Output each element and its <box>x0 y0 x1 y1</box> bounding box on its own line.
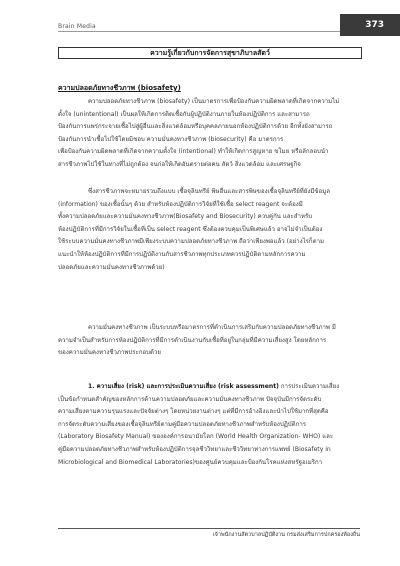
paragraph-line: แนะนำให้ห้องปฏิบัติการที่มีการปฏิบัติงานกับสารชีวภาพทุกประเภทควรปฏิบัติตามหลักการความ <box>58 250 306 258</box>
paragraph-4 <box>58 381 361 469</box>
paragraph-line: เป็นข้อกำหนดสำคัญของหลักการด้านความปลอดภัยและความมั่นคงทางชีวภาพ ปัจจุบันมีการจัดระดับ <box>58 395 322 403</box>
paragraph-line: ความมั่นคงทางชีวภาพ เป็นระบบหรือมาตรการที่ดำเนินการเสริมกับความปลอดภัยทางชีวภาพ มี <box>88 324 336 331</box>
footer-text: เจ้าพนักงานสัตวบาลปฏิบัติงาน กรมส่งเสริมการปกครองท้องถิ่น <box>212 532 360 538</box>
section-title: ความรู้เกี่ยวกับการจัดการสุขาภิบาลสัตว์ <box>58 47 362 59</box>
paragraph-line: ความจำเป็นสำหรับการห้องปฏิบัติการที่มีการดำเนินงานกับเชื้อที่อยู่ในกลุ่มที่มีความเสี่ยงสูง โดยหลักการ <box>58 336 327 344</box>
risk-heading: 1. ความเสี่ยง (risk) และการประเมินความเสี่ยง (risk assessment) <box>88 383 279 390</box>
paragraph-line <box>58 381 361 394</box>
paragraph-line: (information) ของเชื้อนั้นๆ ด้วย สำหรับห้องปฏิบัติการวิจัยที่ใช้เชื้อ select reagent จะต้องมี <box>58 200 303 208</box>
paragraph-line: ความเสี่ยงตามความรุนแรงและปัจจัยต่างๆ โดยหน่วยงานต่างๆ แต่ที่มีการอ้างอิงและนำไปใช้มากที่สุดคือ <box>58 408 329 416</box>
subsection-title: ความปลอดภัยทางชีวภาพ (biosafety) <box>58 84 181 92</box>
paragraph-line: Microbiological and Biomedical Laboratories)ของศูนย์ควบคุมและป้องกันโรคแห่งสหรัฐอเมริกา <box>58 458 323 466</box>
paragraph-line: สารชีวภาพไปใช้ในทางที่ไม่ถูกต้อง จนก่อให้เกิดอันตรายต่อคน สัตว์ สิ่งแวดล้อม และเศรษฐกิจ <box>58 160 301 168</box>
paragraph-2 <box>58 186 361 274</box>
paragraph-line: (Laboratory Biosafety Manual) ขององค์การอนามัยโลก (World Health Organization- WHO) และ <box>58 433 334 441</box>
paragraph-line: ของความมั่นคงทางชีวภาพประกอบด้วย <box>58 349 161 357</box>
paragraph-line: ป้องกันการแพร่กระจายเชื้อไปสู่ผู้อื่นและสิ่งแวดล้อมหรือบุคคลภายนอกห้องปฏิบัติการด้วย อีกทั้งยังสามารถ <box>58 123 333 131</box>
paragraph-line: ห้องปฏิบัติการที่มีการวิจัยในเชื้อที่เป็น select reagent ซึ่งต้องควบคุมเป็นพิเศษแล้ว อาจไม่จำเป็นต้อง <box>58 225 323 233</box>
paragraph-line: ทั้งความปลอดภัยและความมั่นคงทางชีวภาพ(Biosafety and Biosecurity) ควบคู่กัน และสำหรับ <box>58 213 313 221</box>
paragraph-1 <box>58 96 361 172</box>
paragraph-line: ป้องกันการนำเชื้อไปใช้โดยมิชอบ ความมั่นคงทางชีวภาพ (biosecurity) คือ มาตรการ <box>58 135 284 143</box>
paragraph-line: ใช้ระบบความมั่นคงทางชีวภาพมีเพียงระบบความปลอดภัยทางชีวภาพ ถือว่าเพียงพอแล้ว (อย่างไรก็ตาม <box>58 238 325 246</box>
paragraph-line: ตั้งใจ (unintentional) เป็นผลให้เกิดการติดเชื้อกับผู้ปฏิบัติงานภายในห้องปฏิบัติการ และสามารถ <box>58 110 310 118</box>
paragraph-line: ความปลอดภัยทางชีวภาพ (biosafety) เป็นมาตรการเพื่อป้องกันความผิดพลาดที่เกิดจากความไม่ <box>88 98 340 105</box>
footer-divider <box>58 528 360 529</box>
header-brand: Brain Media <box>58 23 96 30</box>
risk-heading-continuation: การประเมินความเสี่ยง <box>278 383 340 390</box>
paragraph-line: เพื่อป้องกันความผิดพลาดที่เกิดจากความตั้งใจ (intentional) ทำให้เกิดการสูญหาย ขโมย หรือลักลอบนำ <box>58 148 329 156</box>
paragraph-3 <box>58 322 361 360</box>
paragraph-line: การจัดระดับความเสี่ยงของเชื้อจุลินทรีย์ตามคู่มือความปลอดภัยทางชีวภาพสำหรับห้องปฏิบัติการ <box>58 420 307 428</box>
paragraph-line: ซึ่งสารชีวภาพจะหมายรวมถึงแบบ เชื้อจุลินทรีย์ พิษอื่นและสารพิษของเชื้อจุลินทรีย์ที่ยังมีข้อมูล <box>88 188 330 195</box>
paragraph-line: คู่มือความปลอดภัยทางชีวภาพสำหรับห้องปฏิบัติการจุลชีววิทยาและชีววิทยาทางการแพทย์ (Biosafety in <box>58 445 331 453</box>
page-number-tab: 373 <box>340 14 400 36</box>
header-divider <box>58 31 340 32</box>
paragraph-line: ปลอดภัยและความมั่นคงทางชีวภาพด้วย) <box>58 263 165 271</box>
